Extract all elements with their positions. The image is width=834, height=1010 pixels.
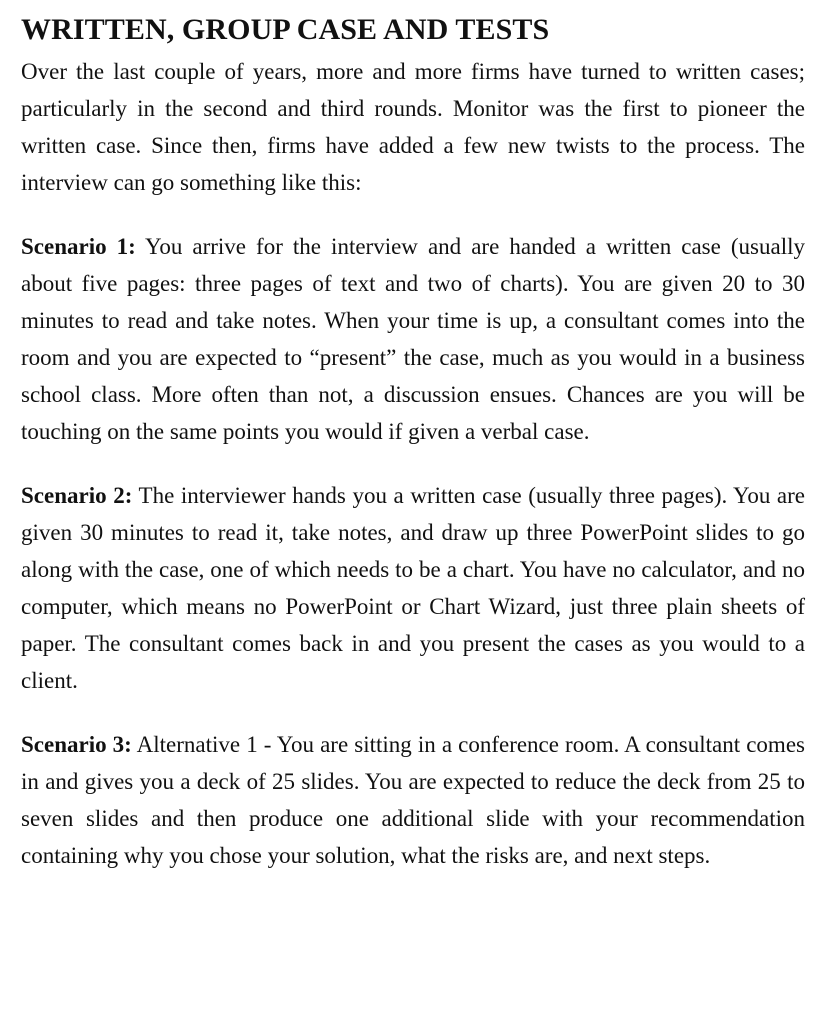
scenario-2-text: The interviewer hands you a written case (usually three pages). You are given 30 minutes to read it, take notes, and draw up three PowerPoint slides to go along with the case, one of which needs to be a chart. You have no calculator, and no computer, which means no PowerPoint or Chart Wizard, just three plain sheets of paper. The consultant comes back in and you present the cases as you would to a client.	[21, 483, 805, 693]
scenario-3-text: Alternative 1 - You are sitting in a conference room. A consultant comes in and gives you a deck of 25 slides. You are expected to reduce the deck from 25 to seven slides and then produce one additional slide with your recommendation containing why you chose your solution, what the risks are, and next steps.	[21, 732, 805, 868]
scenario-1-text: You arrive for the interview and are handed a written case (usually about five pages: three pages of text and two of charts). You are given 20 to 30 minutes to read and take notes. When your time is up, a consultant comes into the room and you are expected to “present” the case, much as you would in a business school class. More often than not, a discussion ensues. Chances are you will be touching on the same points you would if given a verbal case.	[21, 234, 805, 444]
scenario-1-label: Scenario 1:	[21, 234, 136, 259]
scenario-2-paragraph	[21, 477, 805, 699]
section-heading: WRITTEN, GROUP CASE AND TESTS	[21, 13, 550, 46]
scenario-1-paragraph	[21, 228, 805, 450]
scenario-2-label: Scenario 2:	[21, 483, 133, 508]
intro-paragraph: Over the last couple of years, more and more firms have turned to written cases; particularly in the second and third rounds. Monitor was the first to pioneer the written case. Since then, firms have added a few new twists to the process. The interview can go something like this:	[21, 59, 805, 195]
scenario-3-label: Scenario 3:	[21, 732, 132, 757]
document-page	[21, 10, 805, 874]
scenario-3-paragraph	[21, 726, 805, 874]
